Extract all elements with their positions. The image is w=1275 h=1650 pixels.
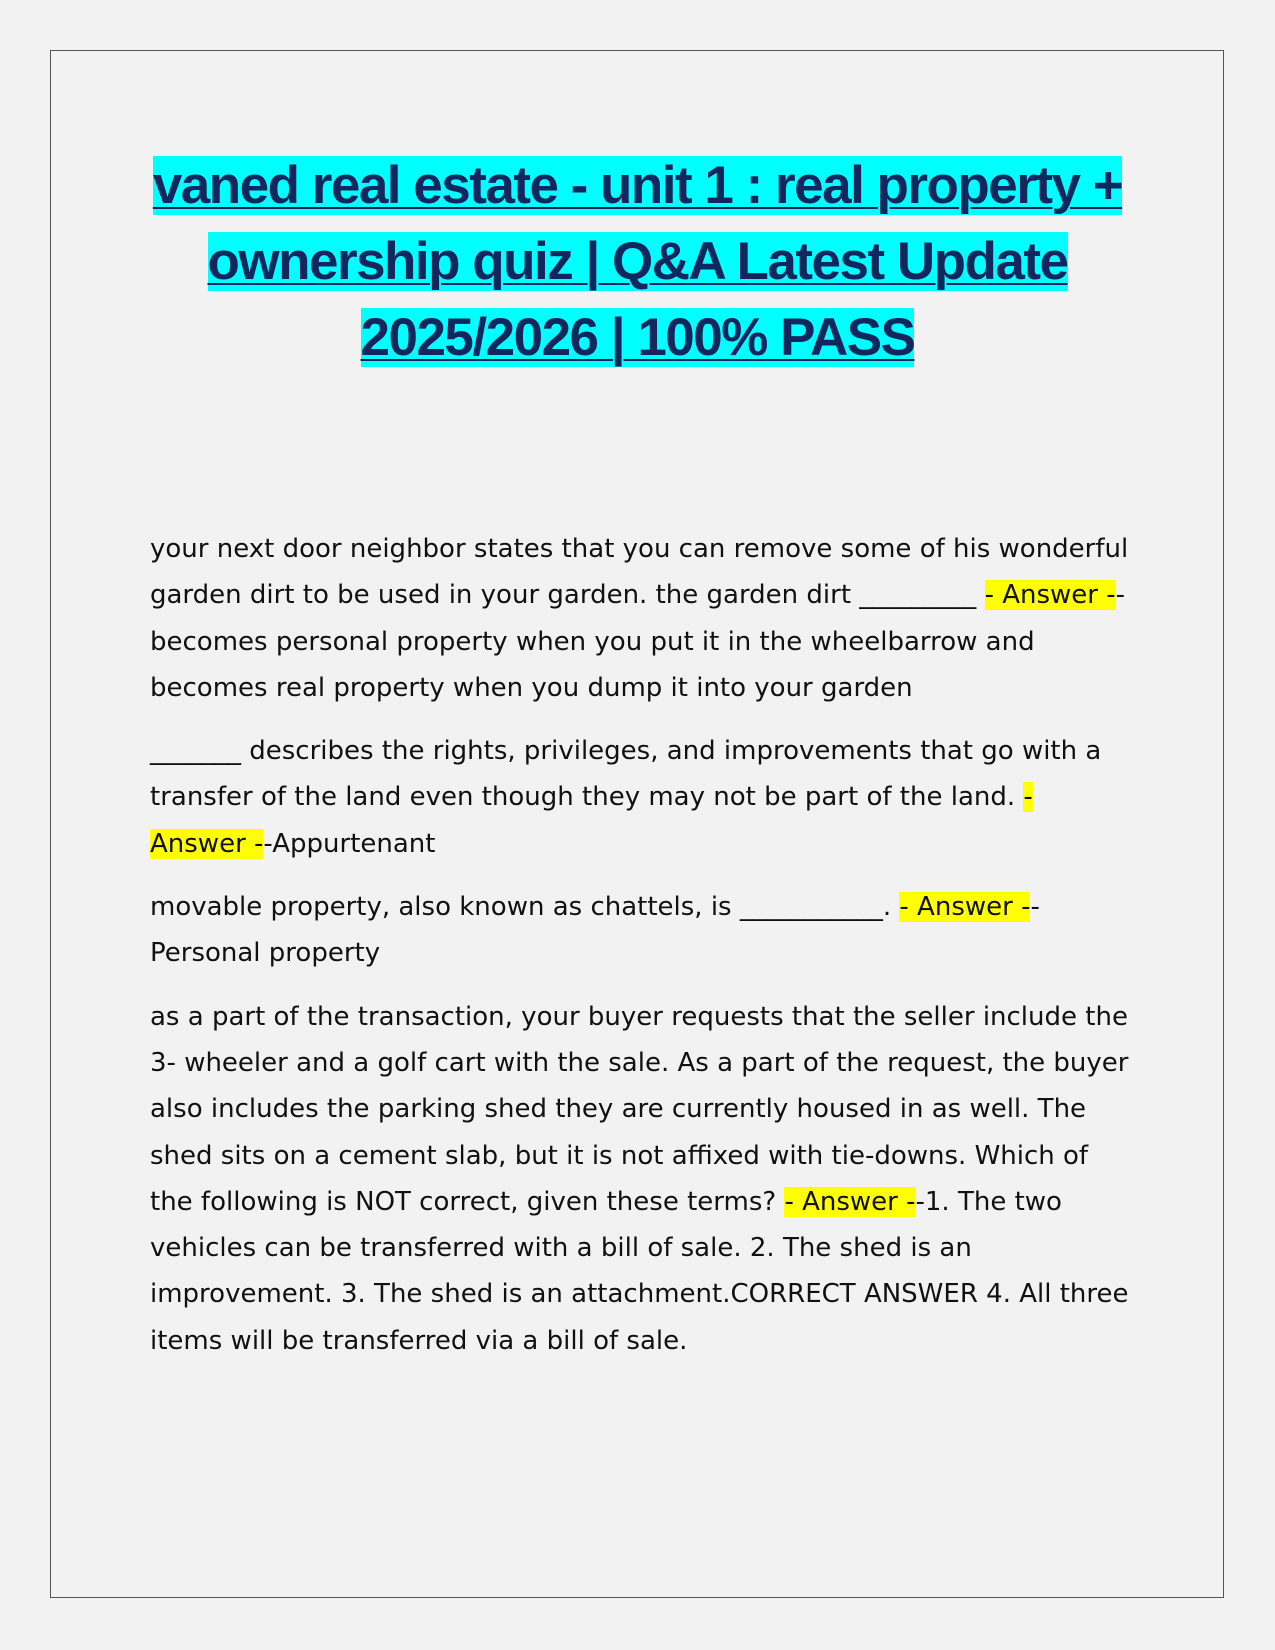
qa-item-1	[150, 526, 1130, 711]
answer-label: - Answer -	[899, 892, 1031, 923]
answer-label: - Answer -	[150, 782, 1033, 859]
qa-item-3	[150, 884, 1130, 977]
document-title	[150, 148, 1125, 376]
qa-item-4	[150, 994, 1130, 1364]
answer-text: -Appurtenant	[263, 828, 436, 859]
question-text: _______ describes the rights, privileges, and improvements that go with a transfer of the land even though they may not be part of the land.	[150, 736, 1102, 813]
document-title-text: vaned real estate - unit 1 : real property + ownership quiz | Q&A Latest Update 2025/2026 | 100% PASS	[152, 156, 1123, 367]
answer-text: -Personal property	[150, 892, 1040, 969]
qa-item-2	[150, 728, 1130, 867]
answer-text: -1. The two vehicles can be transferred with a bill of sale. 2. The shed is an improvement. 3. The shed is an attachment.CORRECT ANSWER 4. All three items will be transferred via a bill of sale.	[150, 1186, 1129, 1356]
answer-label: - Answer -	[984, 580, 1116, 611]
answer-label: - Answer -	[784, 1186, 916, 1217]
question-text: as a part of the transaction, your buyer requests that the seller include the 3- wheeler and a golf cart with the sale. As a part of the request, the buyer also includes the parking shed they are currently housed in as well. The shed sits on a cement slab, but it is not affixed with tie-downs. Which of the following is NOT correct, given these terms?	[150, 1001, 1129, 1217]
question-text: movable property, also known as chattels, is ___________.	[150, 892, 900, 923]
qa-list	[150, 526, 1130, 1381]
question-text: your next door neighbor states that you can remove some of his wonderful garden dirt to be used in your garden. the garden dirt _________	[150, 534, 1129, 611]
answer-text: -becomes personal property when you put it in the wheelbarrow and becomes real property when you dump it into your garden	[150, 580, 1126, 703]
